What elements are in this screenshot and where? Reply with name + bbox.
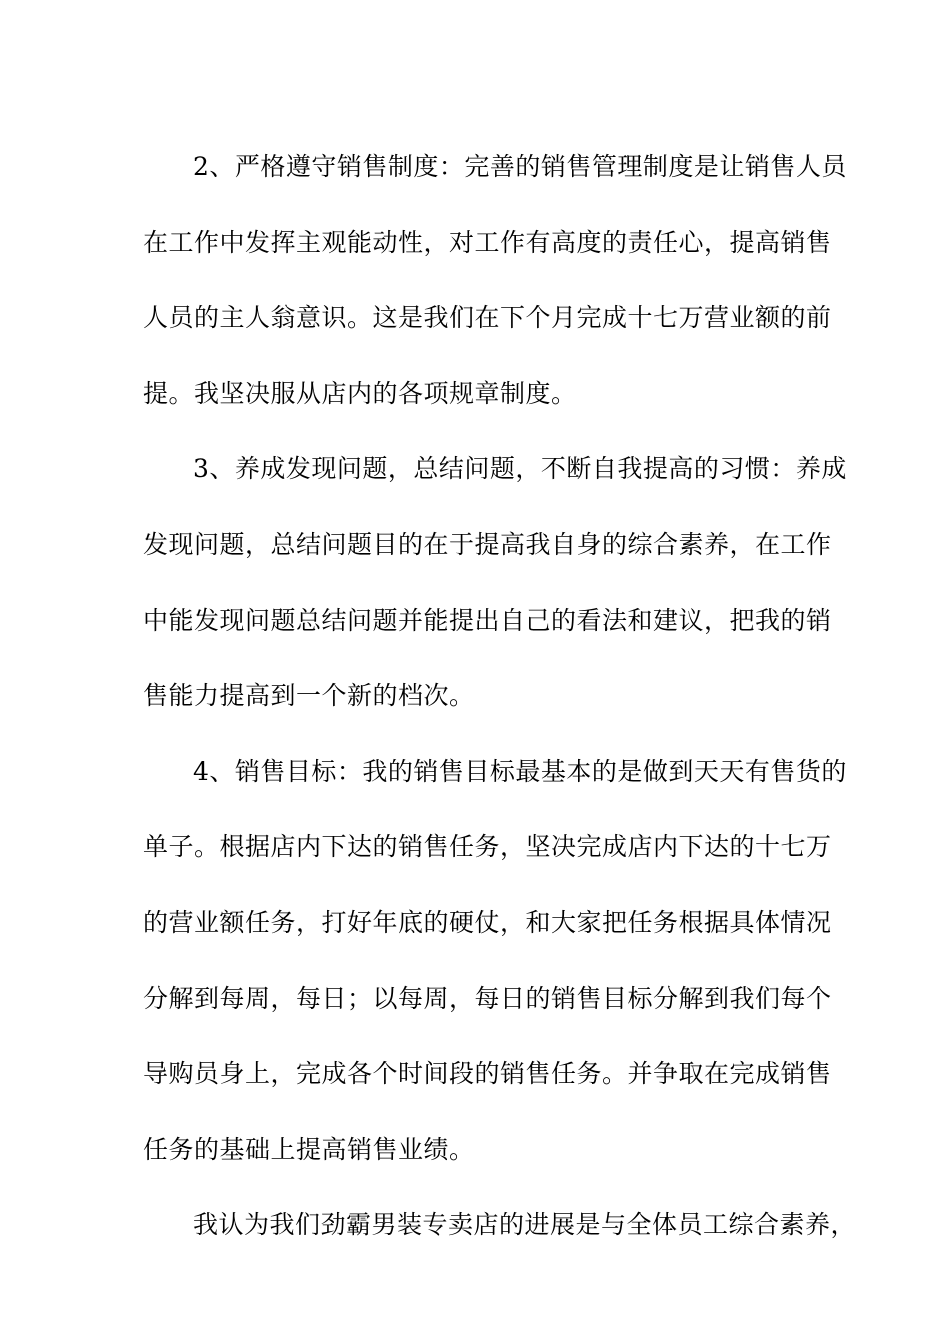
text-line: 发现问题，总结问题目的在于提高我自身的综合素养，在工作: [143, 529, 832, 559]
paragraph-closing: [143, 1187, 857, 1263]
text-line: 分解到每周，每日；以每周，每日的销售目标分解到我们每个: [143, 983, 832, 1013]
text-line: 导购员身上，完成各个时间段的销售任务。并争取在完成销售: [143, 1059, 832, 1089]
text-line: 3、养成发现问题，总结问题，不断自我提高的习惯：养成: [193, 454, 847, 484]
text-line: 售能力提高到一个新的档次。: [143, 681, 475, 711]
text-line: 单子。根据店内下达的销售任务，坚决完成店内下达的十七万: [143, 832, 832, 862]
text-line: 我认为我们劲霸男装专卖店的进展是与全体员工综合素养，: [193, 1210, 857, 1240]
paragraph-problem-habits: [143, 431, 847, 733]
text-line: 在工作中发挥主观能动性，对工作有高度的责任心，提高销售: [143, 227, 832, 257]
paragraph-sales-target: [143, 734, 847, 1188]
text-line: 人员的主人翁意识。这是我们在下个月完成十七万营业额的前: [143, 303, 832, 333]
text-line: 4、销售目标：我的销售目标最基本的是做到天天有售货的: [193, 756, 847, 786]
text-line: 任务的基础上提高销售业绩。: [143, 1134, 475, 1164]
text-line: 提。我坚决服从店内的各项规章制度。: [143, 378, 577, 408]
text-line: 的营业额任务，打好年底的硬仗，和大家把任务根据具体情况: [143, 907, 832, 937]
text-line: 2、严格遵守销售制度：完善的销售管理制度是让销售人员: [193, 152, 847, 181]
text-line: 中能发现问题总结问题并能提出自己的看法和建议，把我的销: [143, 605, 832, 635]
paragraph-sales-system: [143, 129, 847, 431]
document-body: [143, 129, 857, 1263]
